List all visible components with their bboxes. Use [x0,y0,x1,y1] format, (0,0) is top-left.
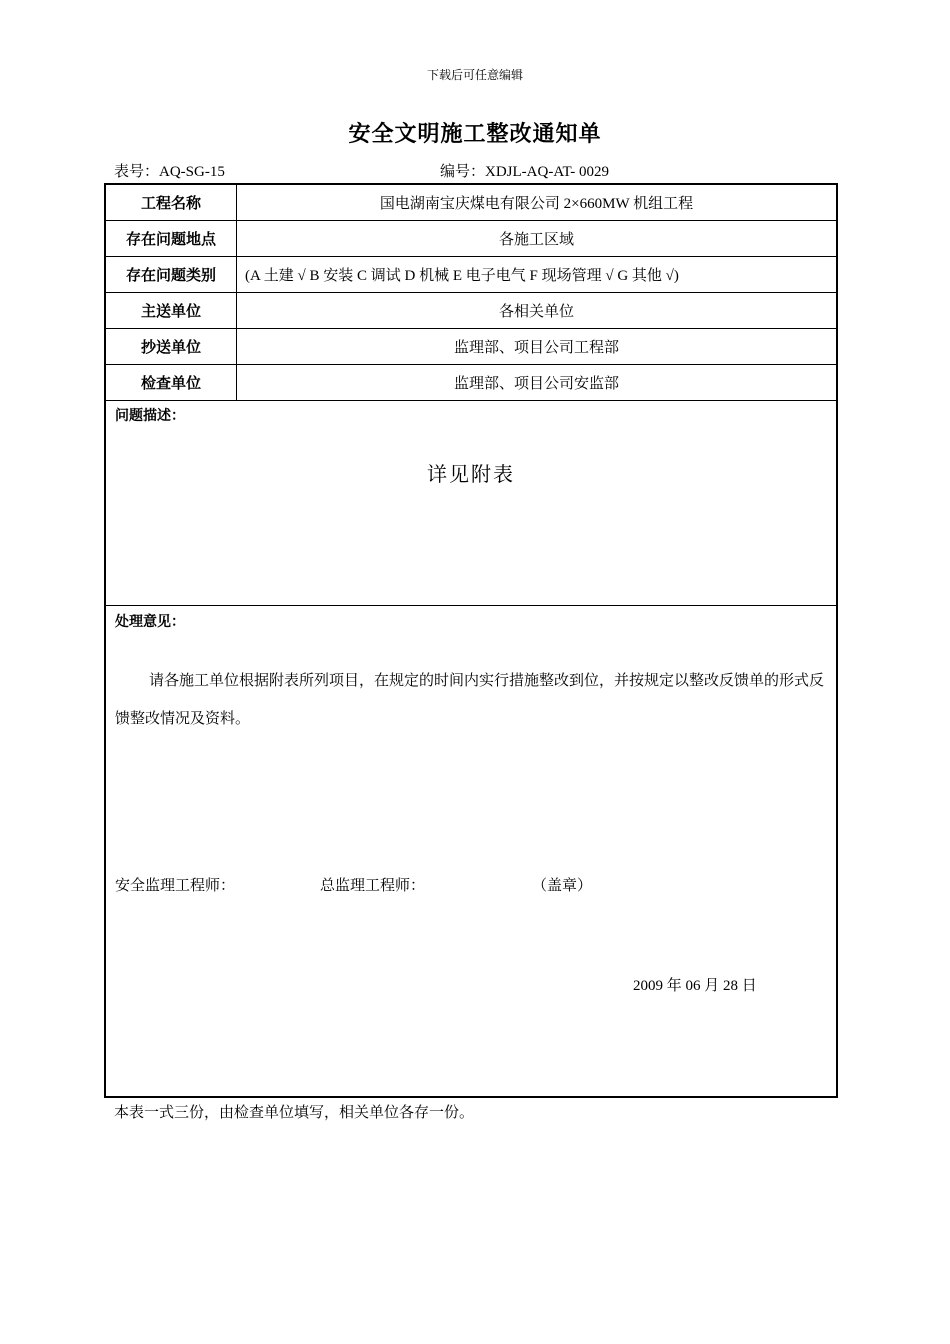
problem-description-title: 问题描述： [115,408,185,424]
table-row [106,221,836,257]
issue-category-label: 存在问题类别 [106,257,237,293]
issue-location-value: 各施工区域 [237,221,837,257]
problem-description-body: 详见附表 [427,462,515,486]
download-note: 下载后可任意编辑 [426,68,523,82]
table-row [106,365,836,401]
info-table [106,185,836,401]
table-row [106,185,836,221]
page-title: 安全文明施工整改通知单 [348,121,602,146]
serial-number: 编号：XDJL-AQ-AT- 0029 [440,164,610,180]
form-number: 表号：AQ-SG-15 [114,164,225,180]
handling-opinion-text: 请各施工单位根据附表所列项目，在规定的时间内实行措施整改到位，并按规定以整改反馈单的形式反馈整改情况及资料。 [115,673,825,727]
notice-form [104,183,838,1098]
cc-recipient-label: 抄送单位 [106,329,237,365]
inspection-unit-label: 检查单位 [106,365,237,401]
seal-label: （盖章） [532,878,593,894]
table-row [106,257,836,293]
inspection-unit-value: 监理部、项目公司安监部 [237,365,837,401]
safety-engineer-signature: 安全监理工程师： [115,878,236,894]
cc-recipient-value: 监理部、项目公司工程部 [237,329,837,365]
handling-opinion-title: 处理意见： [115,614,185,630]
issue-location-label: 存在问题地点 [106,221,237,257]
project-name-value: 国电湖南宝庆煤电有限公司 2×660MW 机组工程 [237,185,837,221]
issue-date: 2009 年 06 月 28 日 [633,978,757,994]
chief-engineer-signature: 总监理工程师： [320,878,426,894]
table-row [106,329,836,365]
main-recipient-label: 主送单位 [106,293,237,329]
project-name-label: 工程名称 [106,185,237,221]
footer-note: 本表一式三份，由检查单位填写，相关单位各存一份。 [114,1105,475,1121]
issue-category-value: (A 土建 √ B 安装 C 调试 D 机械 E 电子电气 F 现场管理 √ G 其他 √) [237,257,837,293]
handling-opinion-section [106,606,836,1096]
table-row [106,293,836,329]
problem-description-section [106,400,836,606]
main-recipient-value: 各相关单位 [237,293,837,329]
